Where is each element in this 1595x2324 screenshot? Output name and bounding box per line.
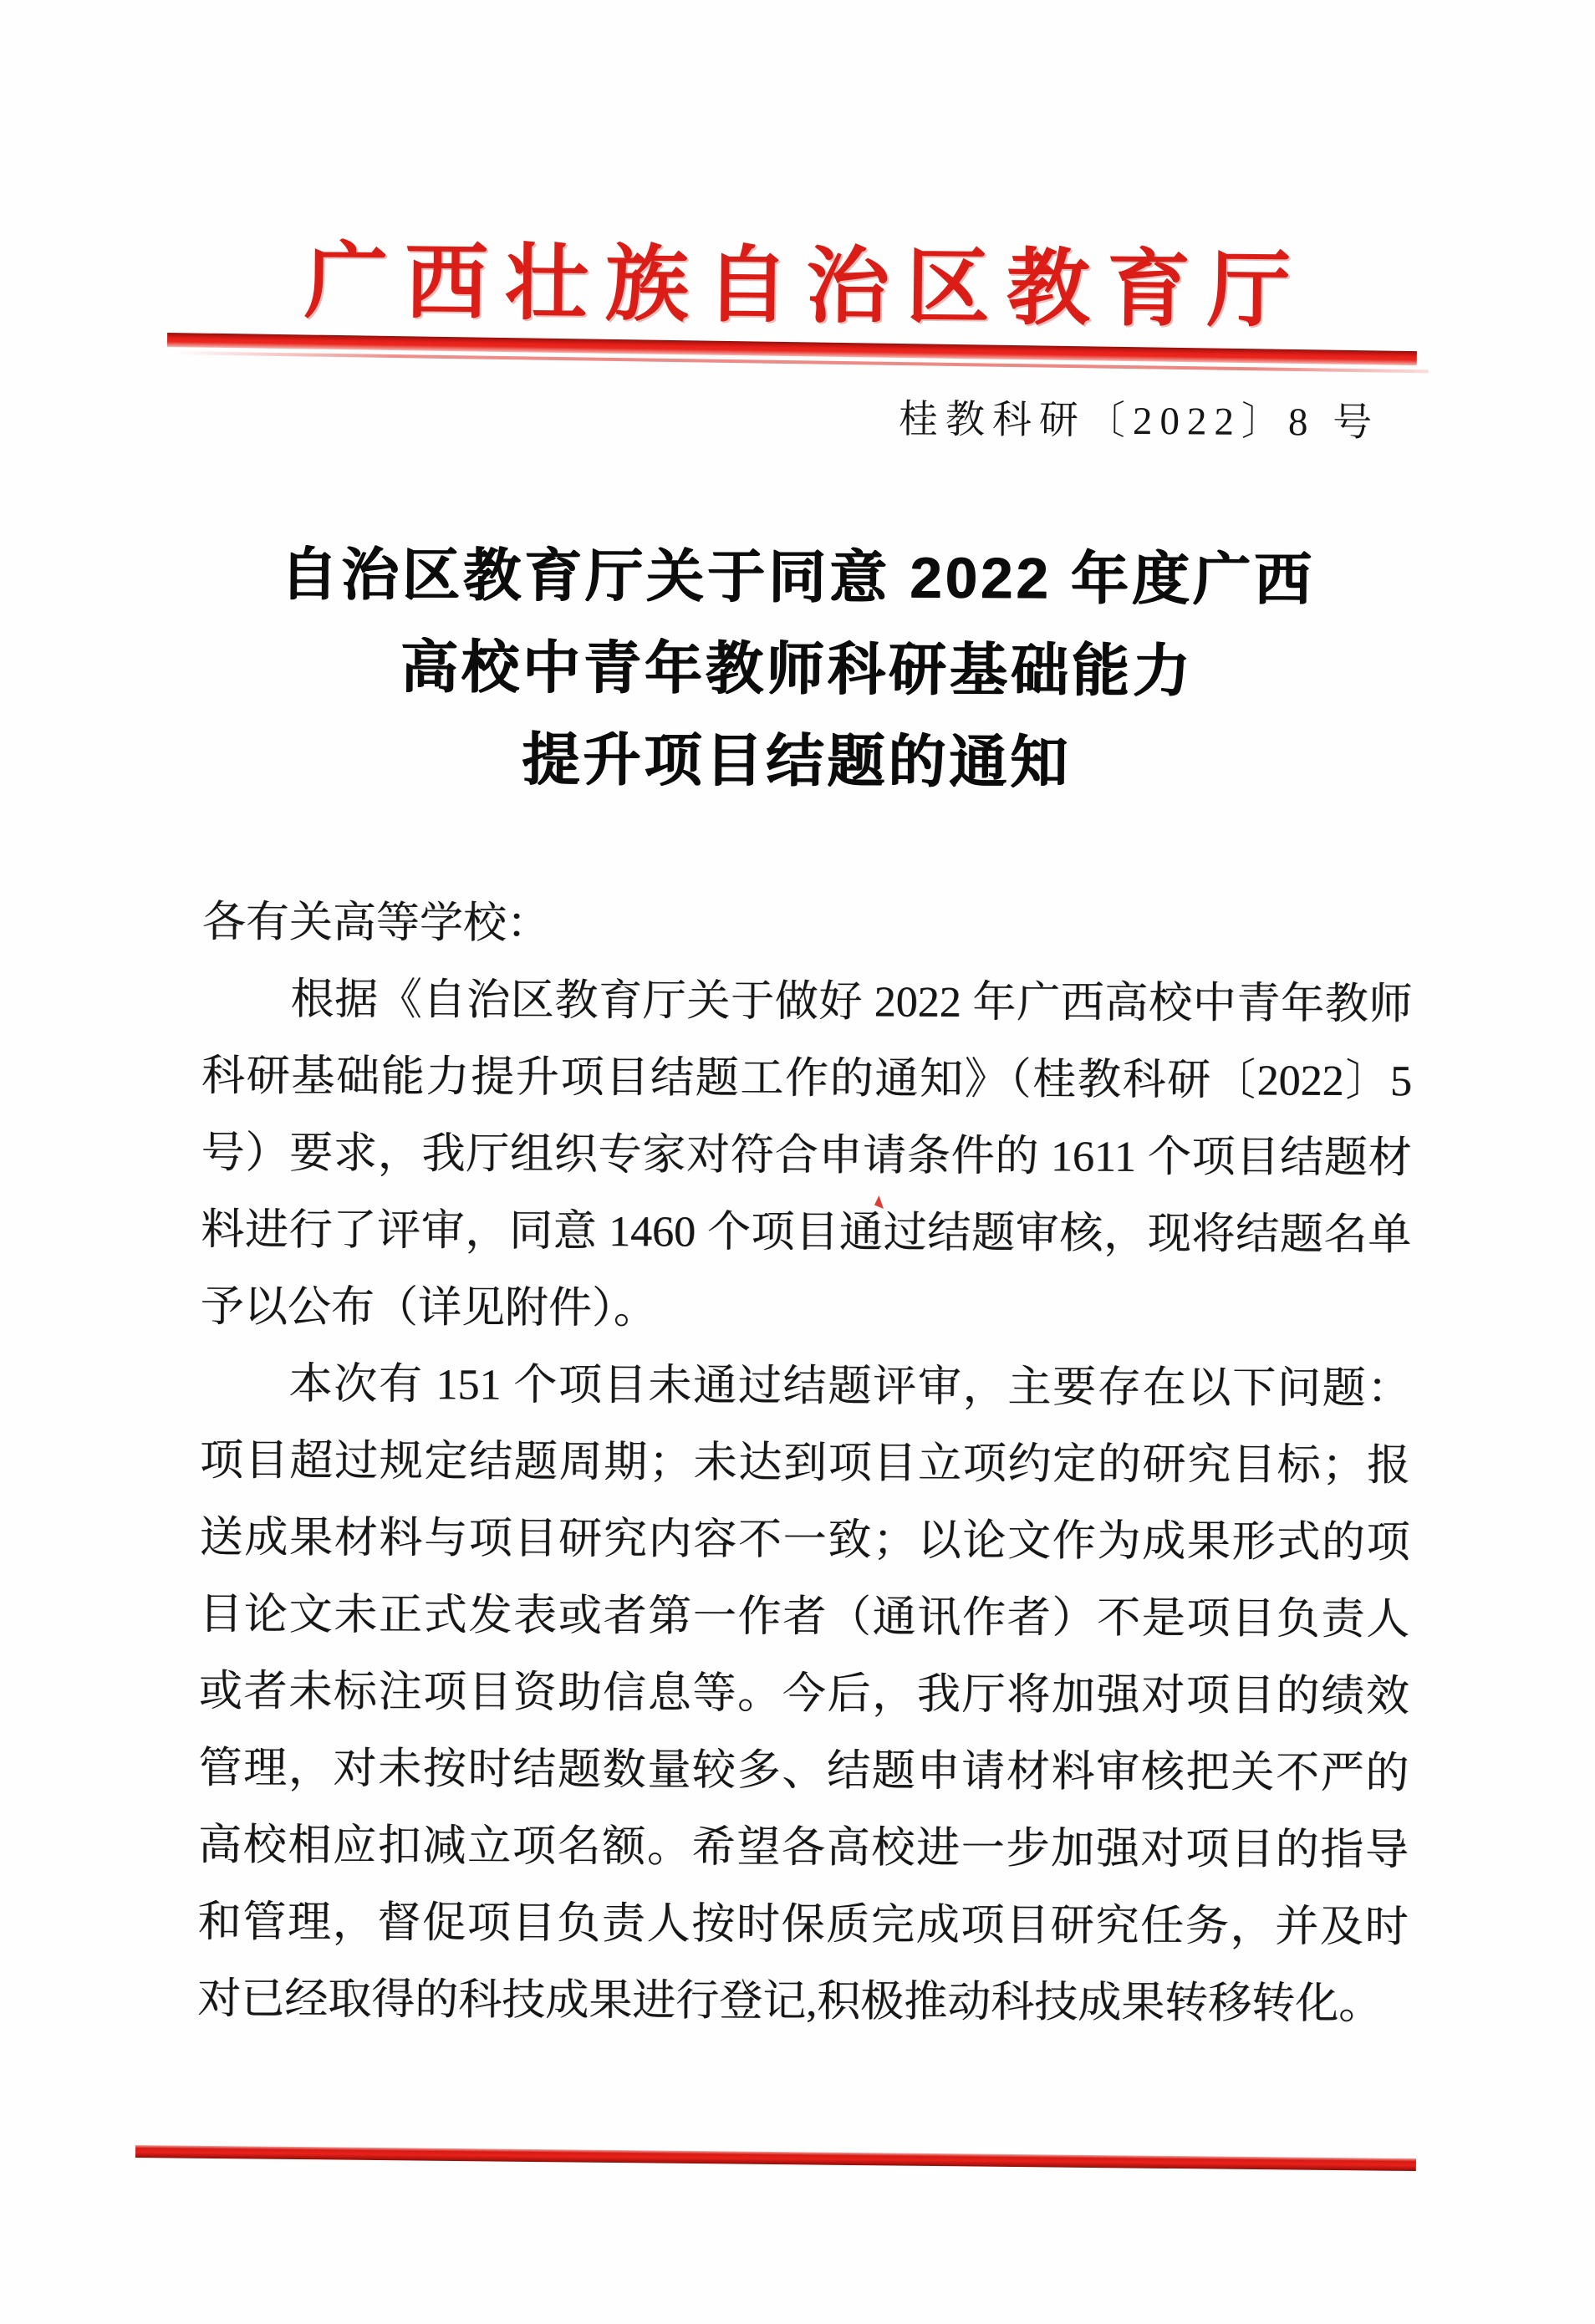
document-body	[197, 884, 1413, 2043]
document-title	[0, 527, 1595, 812]
title-line-1: 自治区教育厅关于同意 2022 年度广西	[279, 542, 1315, 613]
title-line-2: 高校中青年教师科研基础能力	[400, 635, 1194, 704]
agency-name-header: 广西壮族自治区教育厅	[303, 234, 1308, 339]
salutation: 各有关高等学校：	[201, 898, 550, 948]
footer-divider-rule	[135, 2145, 1416, 2171]
document-number: 桂教科研〔2022〕8 号	[898, 397, 1380, 445]
body-paragraph-1: 根据《自治区教育厅关于做好 2022 年广西高校中青年教师科研基础能力提升项目结题工作的通知》（桂教科研〔2022〕5 号）要求，我厅组织专家对符合申请条件的 1611 个项目结题材料进行了评审，同意 1460 个项目通过结题审核，现将结题名单予以公布（详见附件）。	[200, 976, 1413, 1333]
header-divider-rule	[167, 333, 1417, 365]
title-line-3: 提升项目结题的通知	[521, 727, 1072, 795]
body-paragraph-2: 本次有 151 个项目未通过结题评审，主要存在以下问题：项目超过规定结题周期；未达到项目立项约定的研究目标；报送成果材料与项目研究内容不一致；以论文作为成果形式的项目论文未正式发表或者第一作者（通讯作者）不是项目负责人或者未标注项目资助信息等。今后，我厅将加强对项目的绩效管理，对未按时结题数量较多、结题申请材料审核把关不严的高校相应扣减立项名额。希望各高校进一步加强对项目的指导和管理，督促项目负责人按时保质完成项目研究任务，并及时对已经取得的科技成果进行登记,积极推动科技成果转移转化。	[197, 1360, 1411, 2029]
